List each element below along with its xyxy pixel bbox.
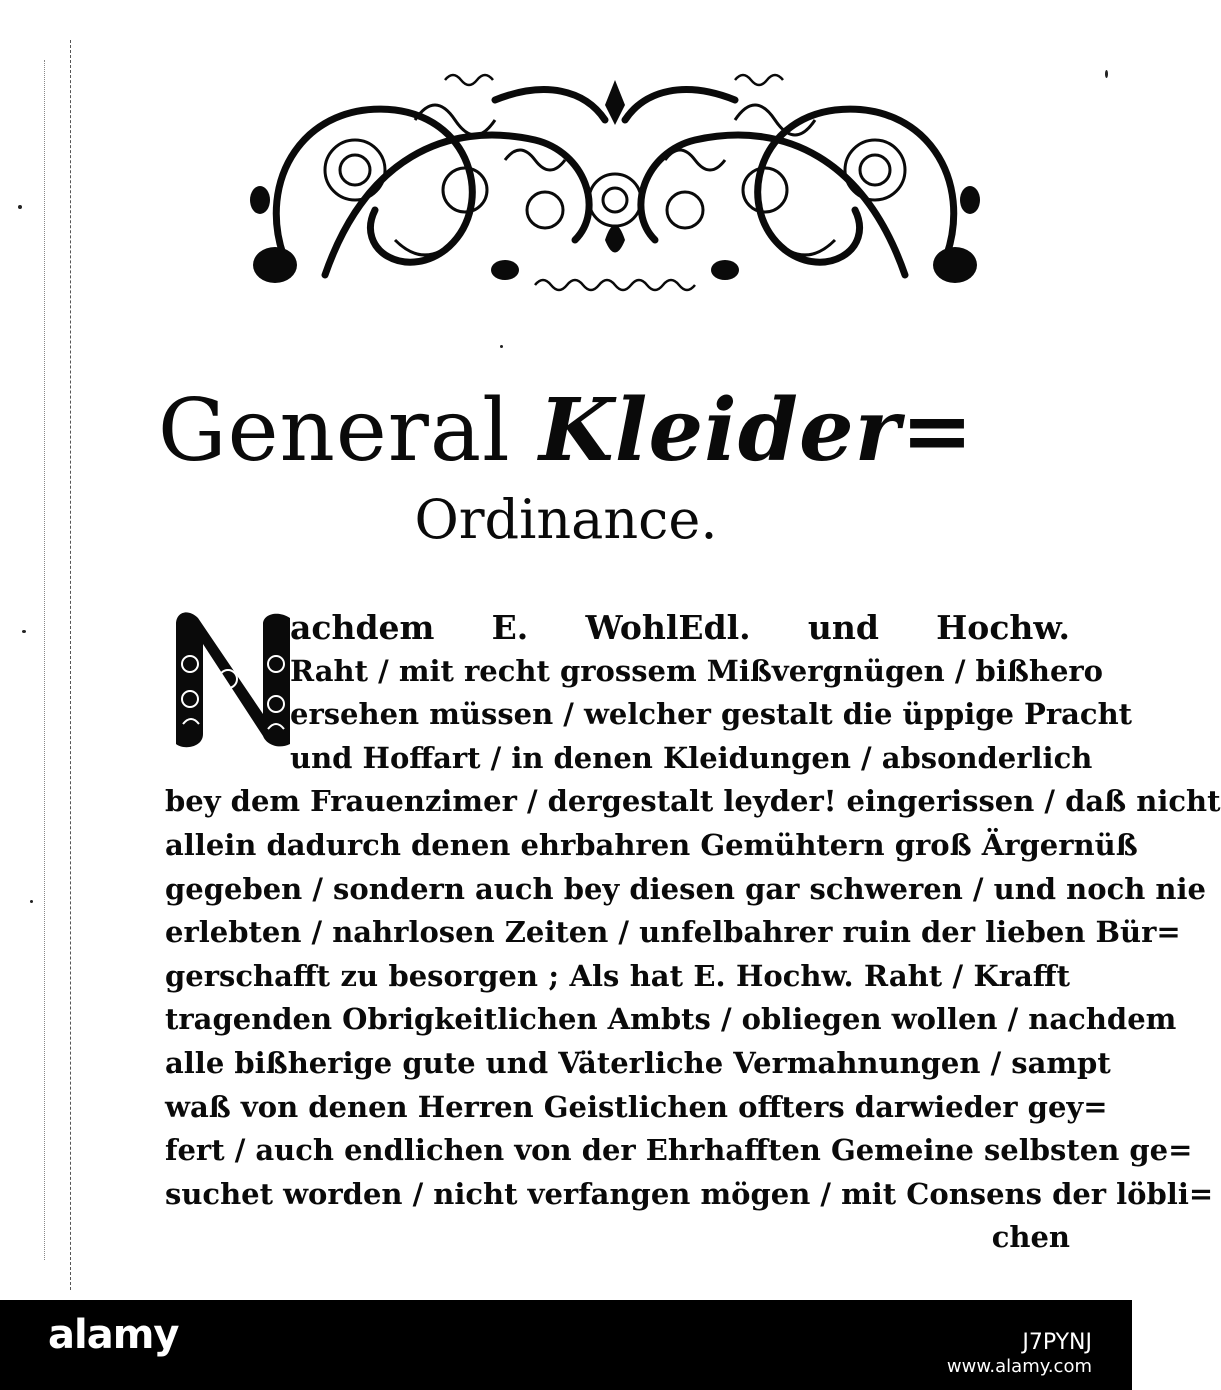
text-line: fert / auch endlichen von der Ehrhafften Gemeine selbsten ge= bbox=[165, 1133, 1193, 1168]
ink-speck bbox=[1105, 70, 1108, 78]
ink-speck bbox=[18, 205, 22, 209]
text-line: achdem E. WohlEdl. und Hochw. bbox=[290, 608, 1070, 647]
text-line: und Hoffart / in denen Kleidungen / absonderlich bbox=[290, 740, 1093, 775]
text-line: erlebten / nahrlosen Zeiten / unfelbahrer ruin der lieben Bür= bbox=[165, 915, 1181, 950]
ink-speck bbox=[30, 900, 33, 903]
body-text bbox=[165, 606, 1221, 1260]
watermark-url: www.alamy.com bbox=[946, 1356, 1092, 1377]
ornamental-headpiece bbox=[245, 60, 985, 305]
title-gothic: Kleider= bbox=[539, 380, 975, 481]
image-code: J7PYNJ bbox=[1022, 1330, 1092, 1355]
ink-speck bbox=[500, 345, 503, 348]
text-line: waß von denen Herren Geistlichen offters darwieder gey= bbox=[165, 1089, 1108, 1124]
document-title-line2: Ordinance. bbox=[414, 488, 718, 551]
text-line: ersehen müssen / welcher gestalt die üppige Pracht bbox=[290, 697, 1133, 732]
text-line: suchet worden / nicht verfangen mögen / mit Consens der löbli= bbox=[165, 1176, 1214, 1211]
title-roman: General bbox=[157, 381, 540, 481]
text-line: gegeben / sondern auch bey diesen gar schweren / und noch nie bbox=[165, 871, 1206, 906]
alamy-logo: alamy bbox=[48, 1312, 179, 1358]
text-line: tragenden Obrigkeitlichen Ambts / obliegen wollen / nachdem bbox=[165, 1002, 1177, 1037]
text-line: allein dadurch denen ehrbahren Gemühtern groß Ärgernüß bbox=[165, 827, 1138, 862]
text-line-catchword: chen bbox=[991, 1220, 1070, 1255]
text-line: alle bißherige gute und Väterliche Vermahnungen / sampt bbox=[165, 1045, 1111, 1080]
document-title-line1 bbox=[0, 380, 1132, 481]
text-line: Raht / mit recht grossem Mißvergnügen / bißhero bbox=[290, 653, 1104, 688]
page-margin-dots bbox=[44, 60, 46, 1260]
text-line: gerschafft zu besorgen ; Als hat E. Hochw. Raht / Krafft bbox=[165, 958, 1070, 993]
ink-speck bbox=[22, 630, 26, 633]
page-margin-rule bbox=[70, 40, 72, 1290]
text-line: bey dem Frauenzimer / dergestalt leyder! eingerissen / daß nicht bbox=[165, 784, 1221, 819]
